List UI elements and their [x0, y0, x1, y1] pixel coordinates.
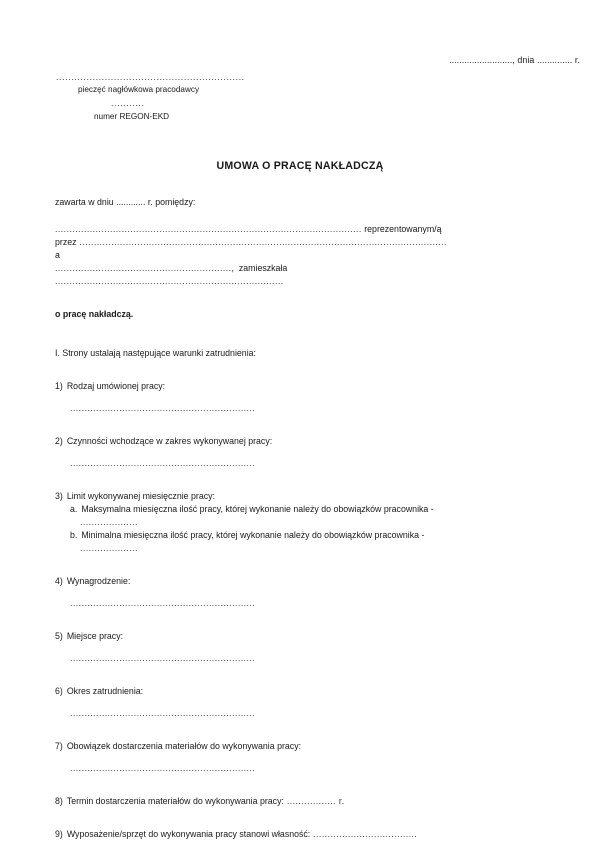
item-3b-marker: b. [70, 530, 78, 540]
item-9-answer-dots[interactable]: .................................... [310, 829, 418, 839]
item-3b-text: Minimalna miesięczna ilość pracy, której wykonanie należy do obowiązków pracownika - [81, 530, 425, 540]
party-employer-dots: .......................................................................................................... [55, 224, 362, 234]
item-2-number: 2) [55, 436, 63, 446]
item-1-label [55, 380, 547, 393]
item-6-number: 6) [55, 686, 63, 696]
party-employer-suffix: reprezentowanym/ą [361, 224, 442, 234]
date-line: ........................., dnia .............. r. [449, 55, 580, 65]
item-8-answer-dots[interactable]: ................. r. [283, 796, 345, 806]
item-9-text: Wyposażenie/sprzęt do wykonywania pracy stanowi własność: [66, 829, 311, 839]
page-title: UMOWA O PRACĘ NAKŁADCZĄ [216, 160, 384, 172]
item-6-text: Okres zatrudnienia: [66, 686, 144, 696]
stamp-rule: .............................................................. [56, 72, 245, 82]
item-1-answer-dots[interactable]: ................................................................ [70, 403, 256, 413]
concluded-on-line: zawarta w dniu ............ r. pomiędzy: [55, 197, 196, 207]
regon-caption: numer REGON-EKD [94, 112, 170, 121]
item-4-number: 4) [55, 576, 63, 586]
item-5-text: Miejsce pracy: [66, 631, 124, 641]
party-employee-dots: ............................................................. [55, 263, 232, 273]
item-3-label [55, 490, 547, 503]
item-3b-label [55, 529, 547, 542]
represented-by-label: przez [55, 237, 77, 247]
party-employee-suffix: , zamieszkała [231, 263, 288, 273]
item-7-answer-dots[interactable]: ................................................................ [70, 763, 256, 773]
party-employee-address-dots: ............................................................................... [55, 276, 284, 286]
item-3a-marker: a. [70, 504, 78, 514]
item-2-text: Czynności wchodzące w zakres wykonywanej pracy: [66, 436, 273, 446]
item-3-number: 3) [55, 491, 63, 501]
employer-stamp-block [56, 72, 356, 124]
item-4-label [55, 575, 547, 588]
party-employee-line [55, 262, 547, 275]
item-8-text: Termin dostarczenia materiałów do wykonywania pracy: [66, 796, 284, 806]
item-3b-answer-dots[interactable]: .................... [80, 543, 138, 553]
represented-by-dots: ............................................................................................................................... [76, 237, 447, 247]
item-1-text: Rodzaj umówionej pracy: [66, 381, 166, 391]
item-5-number: 5) [55, 631, 63, 641]
item-8-label [55, 795, 547, 808]
item-4-answer-dots[interactable]: ................................................................ [70, 598, 256, 608]
item-9-label [55, 828, 547, 841]
item-4-text: Wynagrodzenie: [66, 576, 131, 586]
regon-rule: ........... [111, 98, 145, 108]
item-5-label [55, 630, 547, 643]
item-3-text: Limit wykonywanej miesięcznie pracy: [66, 491, 215, 501]
item-3a-text: Maksymalna miesięczna ilość pracy, której wykonanie należy do obowiązków pracownika - [81, 504, 434, 514]
item-7-number: 7) [55, 741, 63, 751]
item-2-label [55, 435, 547, 448]
item-8-number: 8) [55, 796, 63, 806]
item-7-text: Obowiązek dostarczenia materiałów do wykonywania pracy: [66, 741, 302, 751]
item-3a-label [55, 503, 547, 516]
document-body [55, 196, 547, 841]
item-9-number: 9) [55, 829, 63, 839]
represented-by-line [55, 236, 547, 249]
section-heading: I. Strony ustalają następujące warunki zatrudnienia: [55, 348, 256, 358]
item-6-label [55, 685, 547, 698]
party-employer-line [55, 223, 547, 236]
stamp-caption: pieczęć nagłówkowa pracodawcy [78, 85, 200, 94]
item-2-answer-dots[interactable]: ................................................................ [70, 458, 256, 468]
item-3a-answer-dots[interactable]: .................... [80, 517, 138, 527]
item-5-answer-dots[interactable]: ................................................................ [70, 653, 256, 663]
item-6-answer-dots[interactable]: ................................................................ [70, 708, 256, 718]
conjunction-a: a [55, 250, 60, 260]
item-7-label [55, 740, 547, 753]
contract-subject: o pracę nakładczą. [55, 309, 134, 319]
item-1-number: 1) [55, 381, 63, 391]
